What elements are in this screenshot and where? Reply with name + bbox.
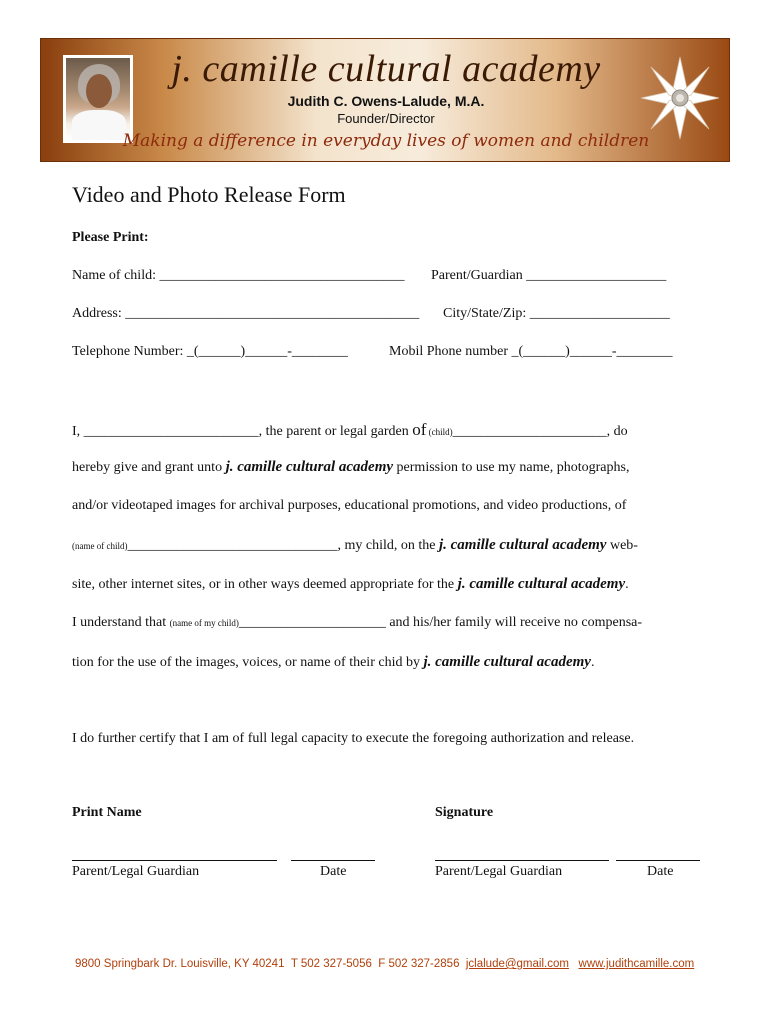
child-small-label: (child) [426, 427, 453, 437]
name-of-child-field[interactable]: Name of child: ___________________________________ [72, 268, 405, 283]
certify-statement: I do further certify that I am of full legal capacity to execute the foregoing authorization and release. [72, 731, 635, 746]
print-date-line[interactable] [291, 860, 375, 861]
photo-face [86, 74, 112, 108]
city-state-zip-field[interactable]: City/State/Zip: ____________________ [443, 306, 670, 321]
form-title: Video and Photo Release Form [72, 182, 346, 207]
release-paragraph-line-2 [72, 459, 629, 476]
signature-line[interactable] [435, 860, 609, 861]
release-paragraph-line-1 [72, 420, 628, 440]
print-name-label: Print Name [72, 805, 142, 820]
footer-email-link[interactable]: jclalude@gmail.com [465, 958, 569, 970]
footer-phone: T 502 327-5056 [290, 958, 372, 970]
signature-date-line[interactable] [616, 860, 700, 861]
text-segment: I understand that [72, 615, 170, 630]
footer-contact [75, 958, 715, 970]
text-segment: site, other internet sites, or in other ways deemed appropriate for the [72, 577, 458, 592]
child-name-blank[interactable]: ______________________, do [452, 424, 628, 439]
telephone-field[interactable]: Telephone Number: _(______)______-________ [72, 344, 348, 359]
text-segment: . [625, 577, 629, 592]
footer-website-link[interactable]: www.judithcamille.com [578, 958, 695, 970]
child-name-blank-2[interactable]: ______________________________, my child, on the [127, 538, 439, 553]
please-print-label: Please Print: [72, 230, 149, 245]
print-name-line[interactable] [72, 860, 277, 861]
text-segment: . [590, 655, 595, 670]
parent-legal-guardian-label-2: Parent/Legal Guardian [435, 864, 563, 879]
letterhead-banner [40, 38, 730, 162]
founder-photo [63, 55, 133, 143]
tagline: Making a difference in everyday lives of women and children [122, 131, 650, 151]
of-word: of [412, 420, 427, 439]
brand-name-inline: j. camille cultural academy [438, 537, 607, 553]
compensation-line-1 [72, 615, 642, 631]
brand-name-inline: j. camille cultural academy [457, 576, 626, 592]
academy-name: j. camille cultural academy [171, 48, 601, 90]
signature-label: Signature [435, 805, 494, 820]
brand-name-inline: j. camille cultural academy [423, 654, 591, 670]
flower-logo-icon [637, 53, 723, 143]
address-field[interactable]: Address: __________________________________________ [72, 306, 420, 321]
parent-guardian-field[interactable]: Parent/Guardian ____________________ [431, 268, 667, 283]
text-segment: hereby give and grant unto [72, 460, 226, 475]
text-segment: permission to use my name, photographs, [393, 460, 630, 475]
parent-name-blank[interactable]: I, _________________________, the parent or legal garden [72, 424, 413, 439]
release-paragraph-line-3: and/or videotaped images for archival purposes, educational promotions, and video productions, of [72, 498, 627, 513]
name-of-my-child-small-label: (name of my child) [169, 618, 239, 628]
release-paragraph-line-5 [72, 576, 629, 593]
parent-legal-guardian-label-1: Parent/Legal Guardian [72, 864, 200, 879]
date-label-1: Date [320, 864, 347, 879]
footer-fax: F 502 327-2856 [378, 958, 460, 970]
brand-name-inline: j. camille cultural academy [225, 459, 394, 475]
child-name-blank-3[interactable]: _____________________ and his/her family will receive no compensa- [238, 615, 643, 630]
compensation-line-2 [72, 654, 594, 671]
text-segment: web- [606, 538, 638, 553]
mobile-phone-field[interactable]: Mobil Phone number _(______)______-________ [389, 344, 673, 359]
text-segment: tion for the use of the images, voices, or name of their chid by [72, 655, 424, 670]
footer-address: 9800 Springbark Dr. Louisville, KY 40241 [75, 958, 285, 970]
photo-shirt [72, 110, 126, 140]
founder-name: Judith C. Owens-Lalude, M.A. [287, 93, 485, 109]
founder-role: Founder/Director [337, 111, 435, 126]
date-label-2: Date [647, 864, 674, 879]
name-of-child-small-label: (name of child) [72, 541, 128, 551]
release-paragraph-line-4 [72, 537, 638, 554]
